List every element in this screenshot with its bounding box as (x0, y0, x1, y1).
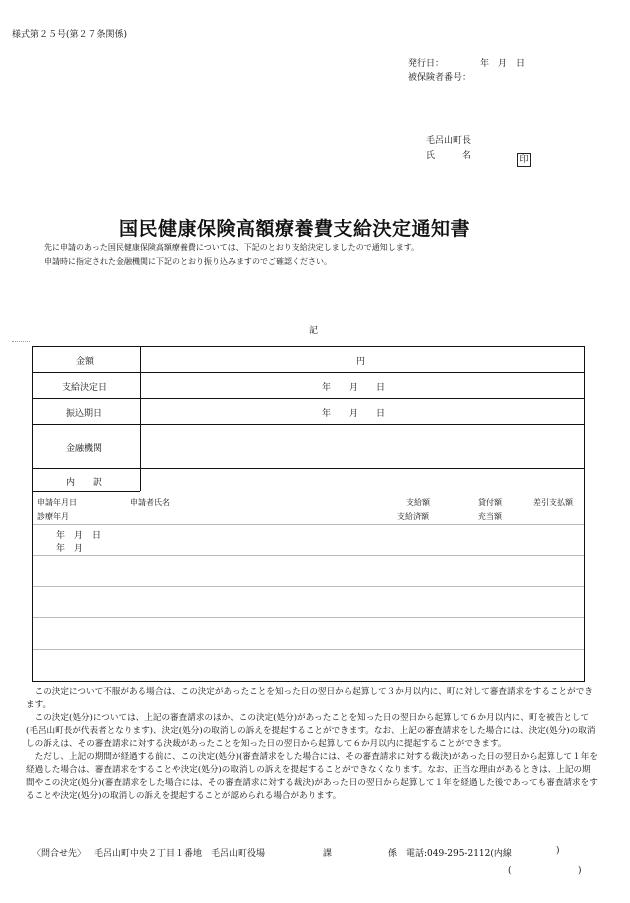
transfer-date-label: 振込期日 (66, 409, 103, 419)
issue-date-value: 年 月 日 (480, 59, 526, 69)
notice-paragraph-2: この決定(処分)については、上記の審査請求のほか、この決定(処分)があったことを知った日の翌日から起算して６か月以内に、町を被告として(毛呂山町長が代表者となります)、決定(処分)の取消しの訴えを提起することができます。なお、上記の審査請求をした場合には、決定(処分)の取消しの訴えは、その審査請求に対する決裁があったことを知った日の翌日から起算して６か月以内に提起することができます。 (26, 713, 596, 749)
breakdown-label: 内 訳 (66, 478, 103, 488)
col-paid-amount: 支給済額 (397, 512, 429, 521)
col-application-month: 申請年月日 (37, 498, 77, 507)
col-allocated-amount: 充当額 (478, 512, 502, 521)
col-net-payment: 差引支払額 (533, 498, 573, 507)
contact-phone-close: ) (556, 846, 560, 856)
col-applicant-name: 申請者氏名 (130, 498, 170, 507)
bank-label: 金融機関 (66, 444, 103, 454)
contact-section: 課 (323, 849, 333, 859)
amount-label: 金額 (76, 357, 95, 367)
intro-line-2: 申請時に指定された金融機関に下記のとおり振り込みますのでご確認ください。 (44, 257, 332, 266)
notice-paragraph-3: ただし、上記の期間が経過する前に、この決定(処分)(審査請求をした場合には、その審査請求に対する裁決)があった日の翌日から起算して１年を経過した場合は、審査請求をすることや決定(処分)の取消しの訴えを提起することができなくなります。なお、正当な理由があるときは、上記の期間やこの決定(処分)(審査請求をした場合には、その審査請求に対する裁決)があった日の翌日から起算して１年を経過した後であっても審査請求をすることや決定(処分)の取消しの訴えを提起することが認められる場合があります。 (26, 752, 598, 801)
ki-mark: 記 (309, 326, 319, 336)
dotted-mark (12, 341, 30, 342)
issuer-name-label: 氏 名 (426, 151, 472, 161)
col-treatment-month: 診療年月 (37, 512, 69, 521)
col-payment-amount: 支給額 (406, 498, 430, 507)
issue-date-label: 発行日： (408, 59, 445, 69)
issuer-title: 毛呂山町長 (426, 136, 472, 146)
row1-month: 年 月 (56, 544, 84, 554)
paren-close: ) (578, 866, 582, 876)
contact-address: 毛呂山町中央２丁目１番地 毛呂山町役場 (94, 849, 266, 859)
row1-date: 年 月 日 (56, 531, 102, 541)
transfer-date-value: 年 月 日 (322, 409, 386, 419)
decision-date-value: 年 月 日 (322, 383, 386, 393)
contact-label: 〈問合せ先〉 (32, 849, 87, 859)
amount-unit: 円 (356, 357, 366, 367)
form-number: 様式第２５号(第２７条関係) (12, 30, 128, 40)
intro-line-1: 先に申請のあった国民健康保険高額療養費については、下記のとおり支給決定しましたので通知します。 (44, 243, 420, 252)
paren-open: ( (508, 866, 512, 876)
notice-text (26, 686, 598, 803)
document-title: 国民健康保険高額療養費支給決定通知書 (119, 218, 471, 240)
seal-mark: 印 (517, 153, 531, 167)
decision-date-label: 支給決定日 (62, 383, 108, 393)
contact-phone: 電話:049-295-2112(内線 (406, 849, 512, 859)
contact-subsection: 係 (388, 849, 398, 859)
col-loan-amount: 貸付額 (478, 498, 502, 507)
notice-paragraph-1: この決定について不服がある場合は、この決定があったことを知った日の翌日から起算して３か月以内に、町に対して審査請求をすることができます。 (26, 687, 593, 710)
insured-number-label: 被保険者番号： (408, 73, 472, 83)
